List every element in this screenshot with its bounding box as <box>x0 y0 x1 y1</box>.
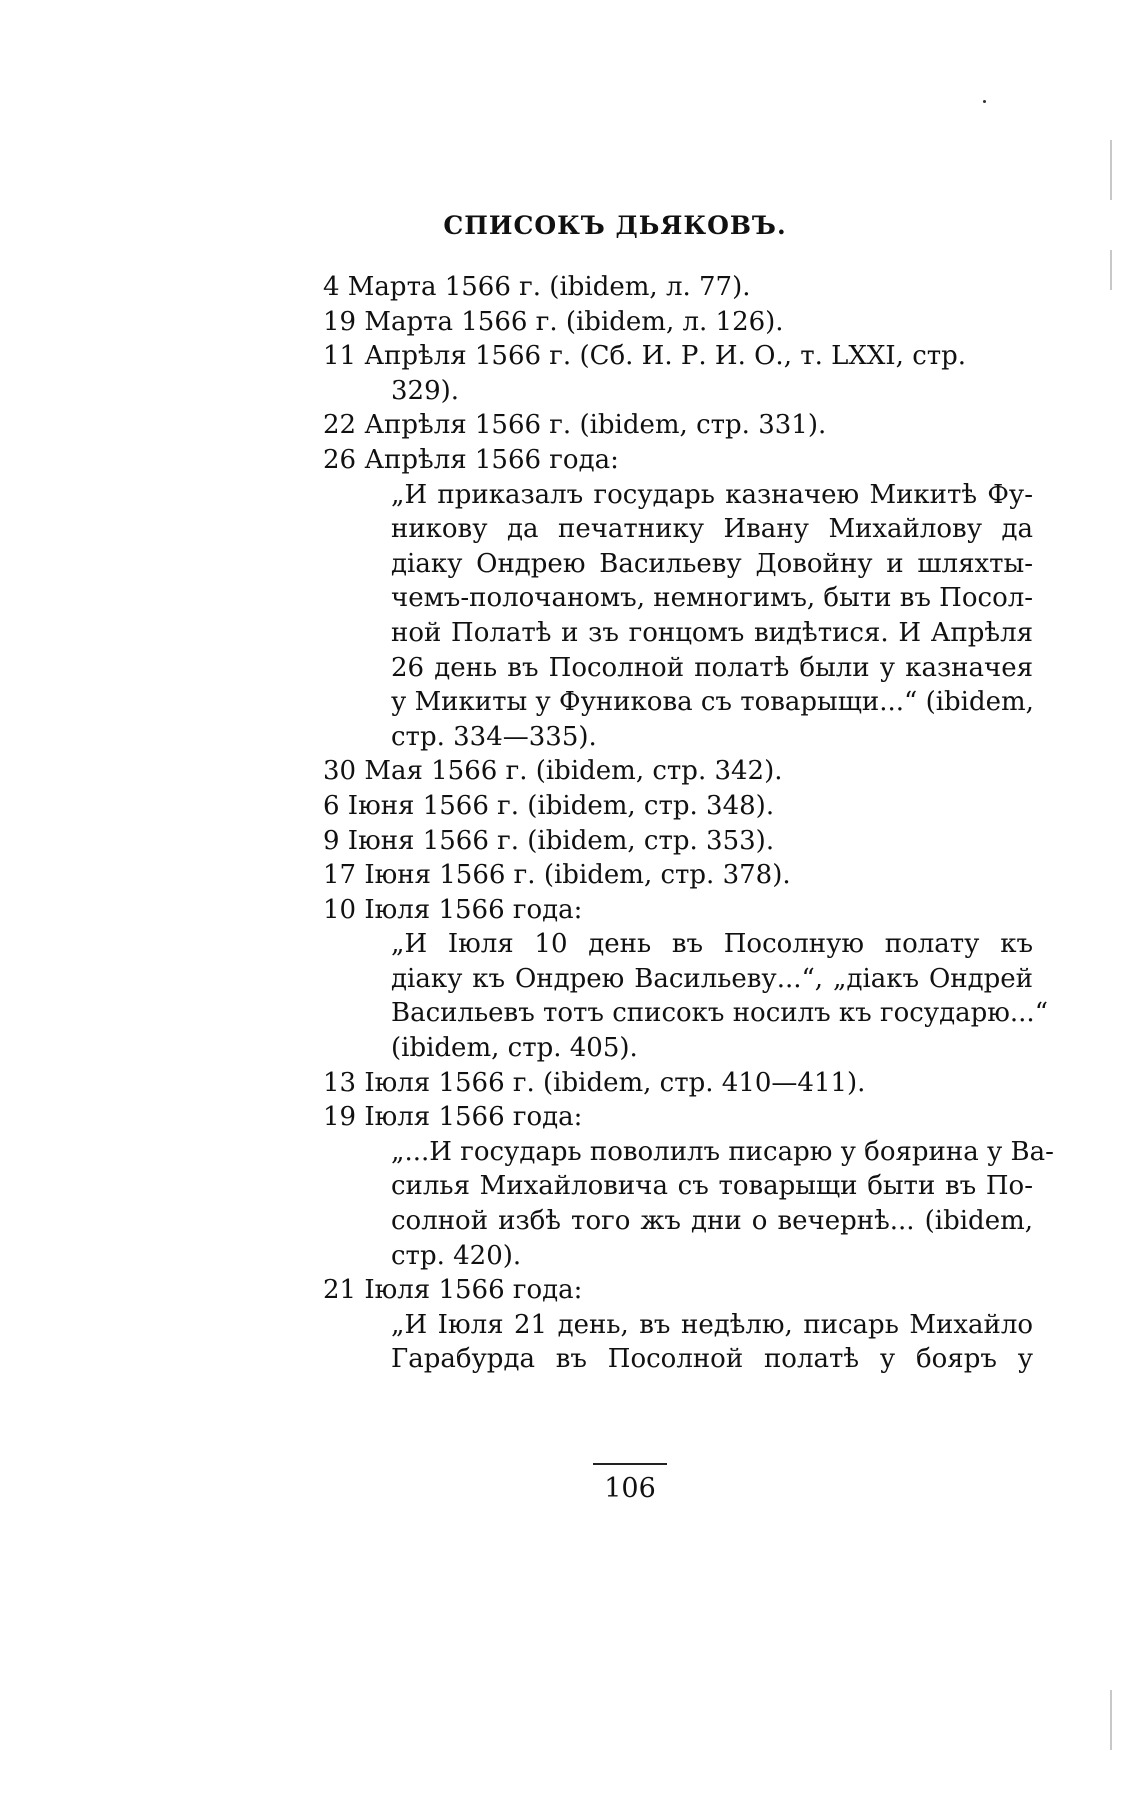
page-edge-mark <box>1110 1690 1112 1750</box>
quote-line: діаку Ондрею Васильеву Довойну и шляхты- <box>391 548 1033 579</box>
quote-line: стр. 334—335). <box>391 721 597 752</box>
list-item <box>323 270 1033 305</box>
quote-line: діаку къ Ондрею Васильеву...“, „діакъ Ондрей <box>391 963 1033 994</box>
quotation-block <box>391 1135 1054 1273</box>
list-item <box>323 1100 1054 1273</box>
page-number-block <box>0 1463 1140 1507</box>
quotation-block <box>391 927 1048 1065</box>
quotation-block <box>391 1308 1033 1377</box>
quote-line: (ibidem, стр. 405). <box>391 1033 638 1064</box>
quote-line: „И Іюля 21 день, въ недѣлю, писарь Михайло <box>391 1309 1033 1340</box>
quote-line: у Микиты у Фуникова съ товарыщи...“ (ibidem, <box>391 687 1034 718</box>
entry-line: 4 Марта 1566 г. (ibidem, л. 77). <box>323 272 751 302</box>
quotation-block <box>391 478 1033 755</box>
entry-line: 9 Іюня 1566 г. (ibidem, стр. 353). <box>323 825 775 856</box>
page-number-rule <box>593 1463 667 1465</box>
quote-line: чемъ-полочаномъ, немногимъ, быти въ Посол- <box>391 583 1034 614</box>
entry-line: 13 Іюля 1566 г. (ibidem, стр. 410—411). <box>323 1067 866 1098</box>
page-edge-mark <box>1110 140 1112 200</box>
list-item <box>323 858 1033 893</box>
text-body <box>323 270 1054 1377</box>
entry-line: 11 Апрѣля 1566 г. (Сб. И. Р. И. О., т. LXXI, стр. <box>323 341 967 372</box>
list-item <box>323 1066 1033 1101</box>
entry-heading: 10 Іюля 1566 года: <box>323 894 583 925</box>
list-item <box>323 305 1033 340</box>
quote-line: 26 день въ Посолной полатѣ были у казначея <box>391 652 1033 683</box>
quote-line: „И Іюля 10 день въ Посолную полату къ <box>391 929 1033 960</box>
quote-line: Васильевъ тотъ списокъ носилъ къ государю...“ <box>391 998 1048 1029</box>
list-item <box>323 824 1033 859</box>
entry-heading: 26 Апрѣля 1566 года: <box>323 444 619 475</box>
list-item <box>323 408 1033 443</box>
list-item <box>323 789 1033 824</box>
quote-line: никову да печатнику Ивану Михайлову да <box>391 514 1033 545</box>
entry-heading: 21 Іюля 1566 года: <box>323 1275 583 1306</box>
quote-line: стр. 420). <box>391 1240 522 1271</box>
list-item <box>323 1273 1033 1377</box>
entry-line: 17 Іюня 1566 г. (ibidem, стр. 378). <box>323 860 791 891</box>
quote-line: силья Михайловича съ товарыщи быти въ По- <box>391 1171 1033 1202</box>
entry-line: 19 Марта 1566 г. (ibidem, л. 126). <box>323 306 784 337</box>
list-item <box>323 339 1033 408</box>
quote-line: ной Полатѣ и зъ гонцомъ видѣтися. И Апрѣля <box>391 617 1033 648</box>
ink-speck <box>983 100 986 103</box>
list-item <box>323 754 1033 789</box>
running-head: СПИСОКЪ ДЬЯКОВЪ. <box>443 211 787 240</box>
page-number: 106 <box>604 1473 656 1504</box>
entry-heading: 19 Іюля 1566 года: <box>323 1102 583 1133</box>
list-item <box>323 443 1033 754</box>
quote-line: Гарабурда въ Посолной полатѣ у бояръ у <box>391 1344 1033 1375</box>
page-edge-mark <box>1110 250 1112 290</box>
entry-line: 6 Іюня 1566 г. (ibidem, стр. 348). <box>323 790 775 821</box>
entry-line: 22 Апрѣля 1566 г. (ibidem, стр. 331). <box>323 410 827 441</box>
quote-line: „...И государь поволилъ писарю у боярина у Ва- <box>391 1136 1054 1167</box>
quote-line: „И приказалъ государь казначею Микитѣ Фу- <box>391 479 1033 510</box>
list-item <box>323 893 1048 1066</box>
quote-line: солной избѣ того жъ дни о вечернѣ... (ibidem, <box>391 1206 1033 1237</box>
entry-line: 30 Мая 1566 г. (ibidem, стр. 342). <box>323 756 783 787</box>
entry-continuation: 329). <box>391 375 460 406</box>
